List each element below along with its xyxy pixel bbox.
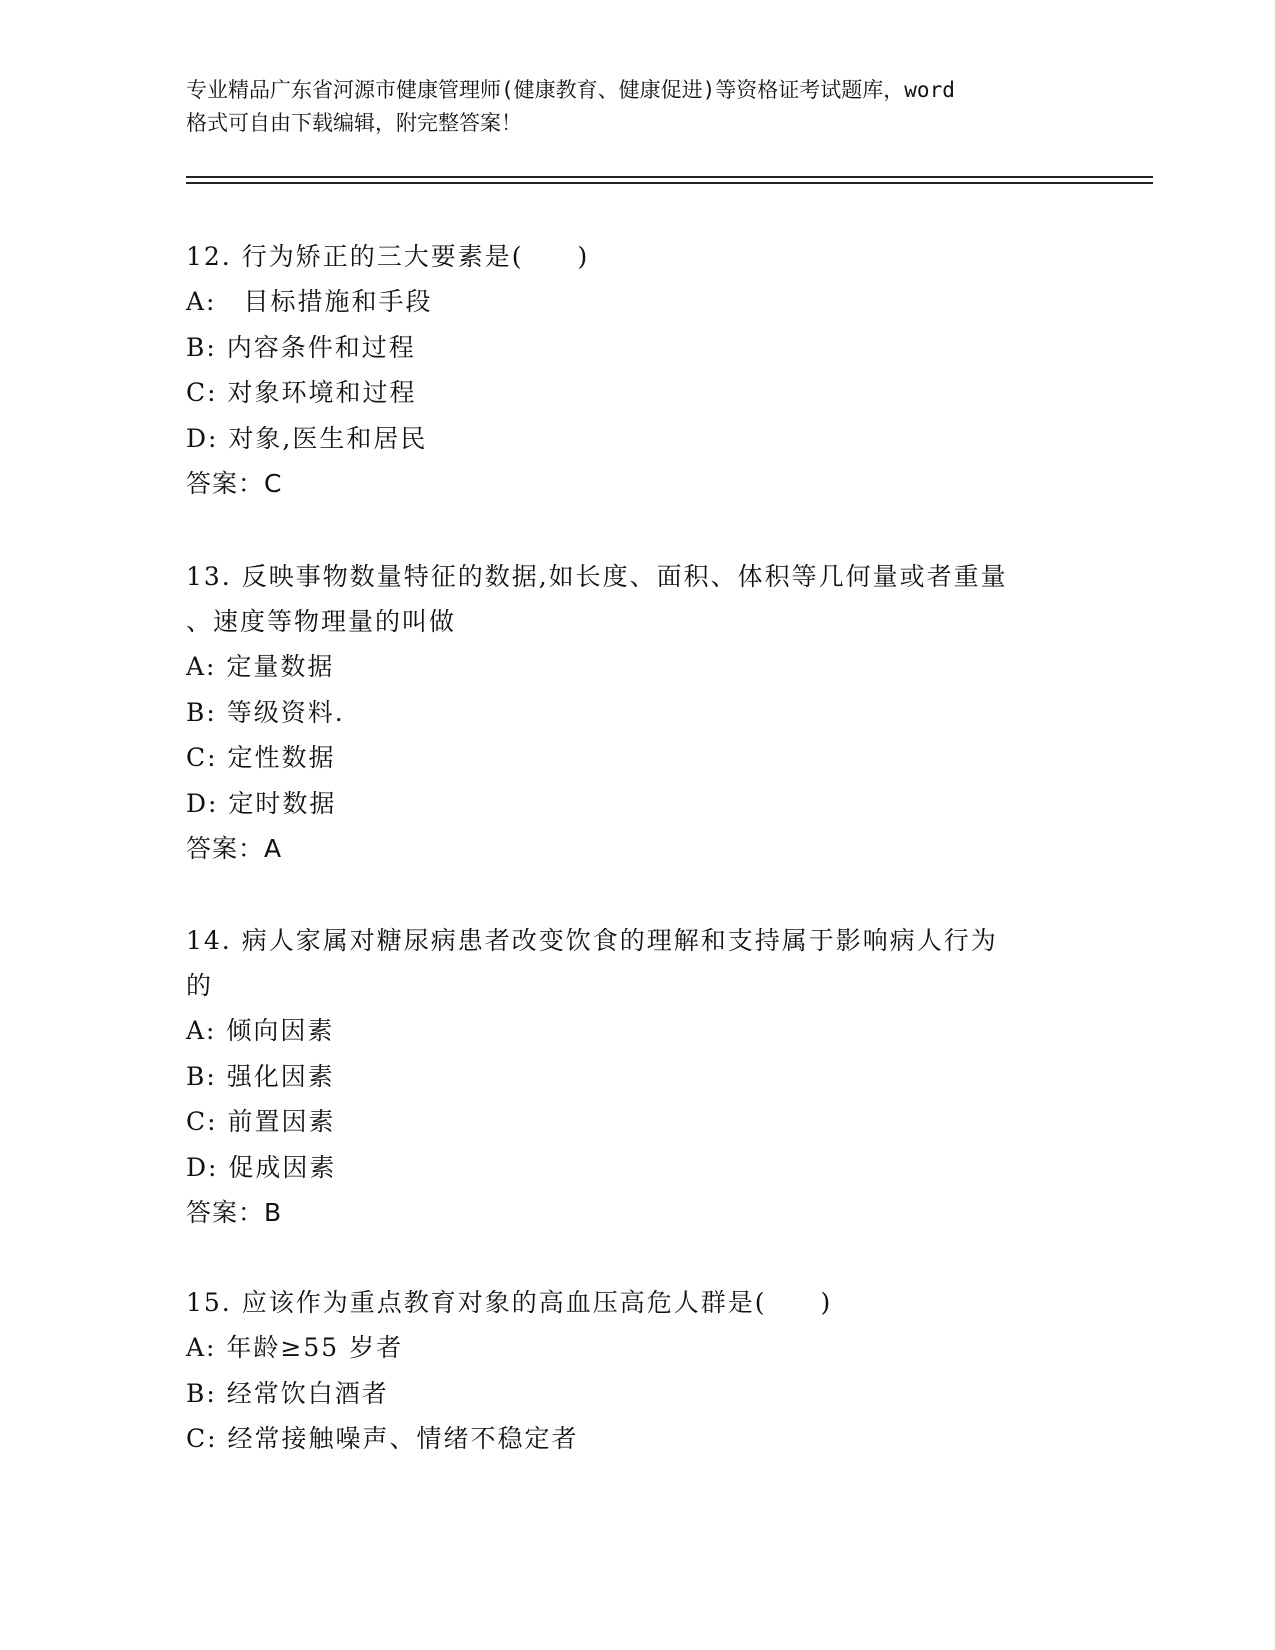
question-line: 14. 病人家属对糖尿病患者改变饮食的理解和支持属于影响病人行为 (186, 926, 998, 955)
option-b: B: 等级资料. (186, 697, 345, 727)
option-c: C: 定性数据 (186, 743, 336, 772)
option-d: D: 促成因素 (186, 1152, 337, 1182)
question-line: 12. 行为矫正的三大要素是( ) (186, 242, 590, 271)
option-b: B: 内容条件和过程 (186, 332, 416, 362)
option-d: D: 定时数据 (186, 788, 337, 818)
option-c: C: 经常接触噪声、情绪不稳定者 (186, 1424, 579, 1453)
option-d: D: 对象,医生和居民 (186, 423, 428, 453)
question-line: 15. 应该作为重点教育对象的高血压高危人群是( ) (186, 1288, 833, 1317)
question-text (186, 234, 1066, 279)
question-13 (186, 554, 1066, 871)
option-a: A: 目标措施和手段 (186, 287, 433, 316)
option-c: C: 前置因素 (186, 1107, 336, 1136)
answer-label: 答案：B (186, 1198, 283, 1227)
question-line: 的 (186, 971, 214, 1000)
question-line: 、速度等物理量的叫做 (186, 607, 457, 636)
document-header (186, 74, 1086, 140)
answer-label: 答案：C (186, 469, 283, 498)
answer-label: 答案：A (186, 834, 283, 863)
header-line-2: 格式可自由下载编辑，附完整答案！ (186, 111, 522, 135)
header-divider-bottom (186, 182, 1153, 184)
option-a: A: 倾向因素 (186, 1016, 335, 1045)
option-a: A: 年龄≥55 岁者 (186, 1333, 404, 1362)
question-15 (186, 1280, 1066, 1462)
option-b: B: 经常饮白酒者 (186, 1378, 389, 1408)
option-a: A: 定量数据 (186, 652, 335, 681)
option-c: C: 对象环境和过程 (186, 378, 417, 407)
question-12 (186, 234, 1066, 506)
header-line-1: 专业精品广东省河源市健康管理师(健康教育、健康促进)等资格证考试题库，word (186, 78, 955, 102)
question-text (186, 1280, 1066, 1325)
question-14 (186, 918, 1066, 1235)
question-text (186, 554, 1066, 644)
option-b: B: 强化因素 (186, 1061, 335, 1091)
question-text (186, 918, 1066, 1008)
question-line: 13. 反映事物数量特征的数据,如长度、面积、体积等几何量或者重量 (186, 562, 1008, 591)
header-divider-top (186, 176, 1153, 178)
